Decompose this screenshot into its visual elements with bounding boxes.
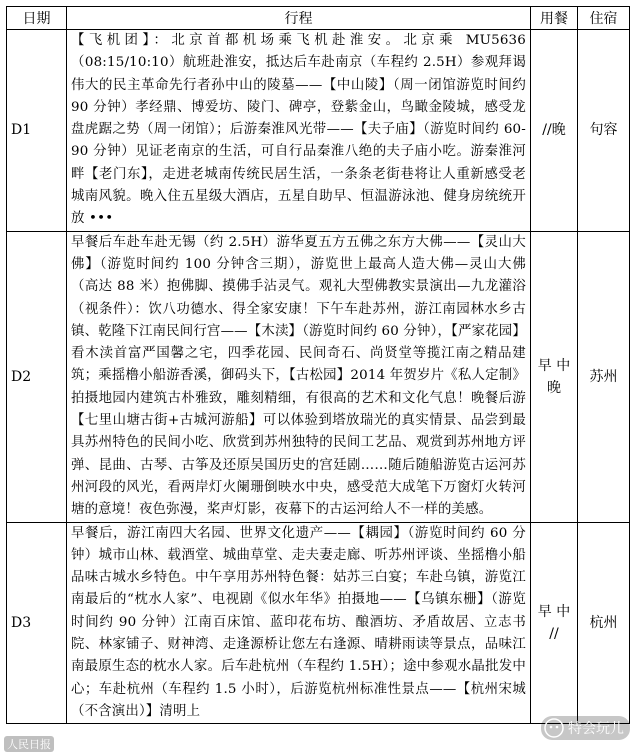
table-row	[7, 30, 630, 232]
meal-cell: 早 中 晚	[531, 231, 578, 522]
plan-cell: 【飞机团】：北京首都机场乘飞机赴淮安。北京乘 MU5636（08:15/10:10）航班赴淮安，抵达后车赴南京（车程约 2.5H）参观拜谒伟大的民主革命先行者孙中山的陵墓——【中山陵】（周一闭馆游览时间约 90 分钟）孝经鼎、博爱坊、陵门、碑亭，登紫金山，鸟瞰金陵城，感受龙盘虎踞之势（周一闭馆）；后游秦淮风光带——【夫子庙】（游览时间约 60-90 分钟）见证老南京的生活，可自行品秦淮八绝的夫子庙小吃。游秦淮河畔【老门东】，走进老城南传统民居生活，一条条老街巷将让人重新感受老城南风貌。晚入住五星级大酒店，五星自助早、恒温游泳池、健身房统统开放 •••	[67, 30, 531, 232]
meal-cell: 早 中 //	[531, 522, 578, 724]
day-cell: D1	[7, 30, 67, 232]
table-header-row	[7, 7, 630, 30]
day-cell: D3	[7, 522, 67, 724]
plan-cell: 早餐后，游江南四大名园、世界文化遗产——【耦园】（游览时间约 60 分钟）城市山林、载酒堂、城曲草堂、走夫妻走廊、听苏州评谈、坐摇橹小船品味古城水乡特色。中午享用苏州特色餐：姑苏三白宴；车赴乌镇，游览江南最后的“枕水人家”、电视剧《似水年华》拍摄地——【乌镇东栅】（游览时间约 90 分钟）江南百床馆、蓝印花布坊、酿酒坊、矛盾故居、立志书院、林家铺子、财神湾、走逢源桥让您左右逢源、晴耕雨读等景点，品味江南最原生态的枕水人家。后车赴杭州（车程约 1.5H）；途中参观水晶批发中心；车赴杭州（车程约 1.5 小时），后游览杭州标准性景点——【杭州宋城（不含演出）】清明上	[67, 522, 531, 724]
meal-cell: //晚	[531, 30, 578, 232]
itinerary-table	[6, 6, 630, 724]
day-cell: D2	[7, 231, 67, 522]
header-plan: 行程	[67, 7, 531, 30]
table-row	[7, 522, 630, 724]
watermark	[541, 716, 630, 740]
table-row	[7, 231, 630, 522]
header-meal: 用餐	[531, 7, 578, 30]
plan-cell: 早餐后车赴车赴无锡（约 2.5H）游华夏五方五佛之东方大佛——【灵山大佛】（游览时间约 100 分钟含三期），游览世上最高人造大佛—灵山大佛（高达 88 米）抱佛脚、摸佛手沾灵气。观礼大型佛教实景演出—九龙灌浴（视条件）：饮八功德水、得全家安康！下午车赴苏州，游江南园林水乡古镇、乾隆下江南民间行宫——【木渎】（游览时间约 60 分钟），【严家花园】看木渎首富严国馨之宅，四季花园、民间奇石、尚贤堂等揽江南之精品建筑；乘摇橹小船游香溪，御码头下，【古松园】2014 年贺岁片《私人定制》拍摄地园内建筑古朴雅致，雕刻精细，有很高的艺术和文化气息！晚餐后游【七里山塘古街+古城河游船】可以体验到塔放瑞光的真实情景、品尝到最具苏州特色的民间小吃、欣赏到苏州独特的民间工艺品、观赏到苏州地方评弹、昆曲、古琴、古筝及还原吴国历史的宫廷剧……随后随船游览古运河苏州河段的风光，看两岸灯火阑珊倒映水中央，感受范大成笔下万窗灯火转河塘的意境！夜色弥漫，桨声灯影，夜幕下的古运河给人不一样的美感。	[67, 231, 531, 522]
stay-cell: 句容	[578, 30, 630, 232]
watermark-text: 特会玩儿	[568, 721, 624, 737]
corner-watermark: 人民日报	[4, 736, 54, 752]
stay-cell: 苏州	[578, 231, 630, 522]
header-stay: 住宿	[578, 7, 630, 30]
header-date: 日期	[7, 7, 67, 30]
chat-bubble-icon	[544, 718, 564, 738]
stay-cell: 杭州	[578, 522, 630, 724]
